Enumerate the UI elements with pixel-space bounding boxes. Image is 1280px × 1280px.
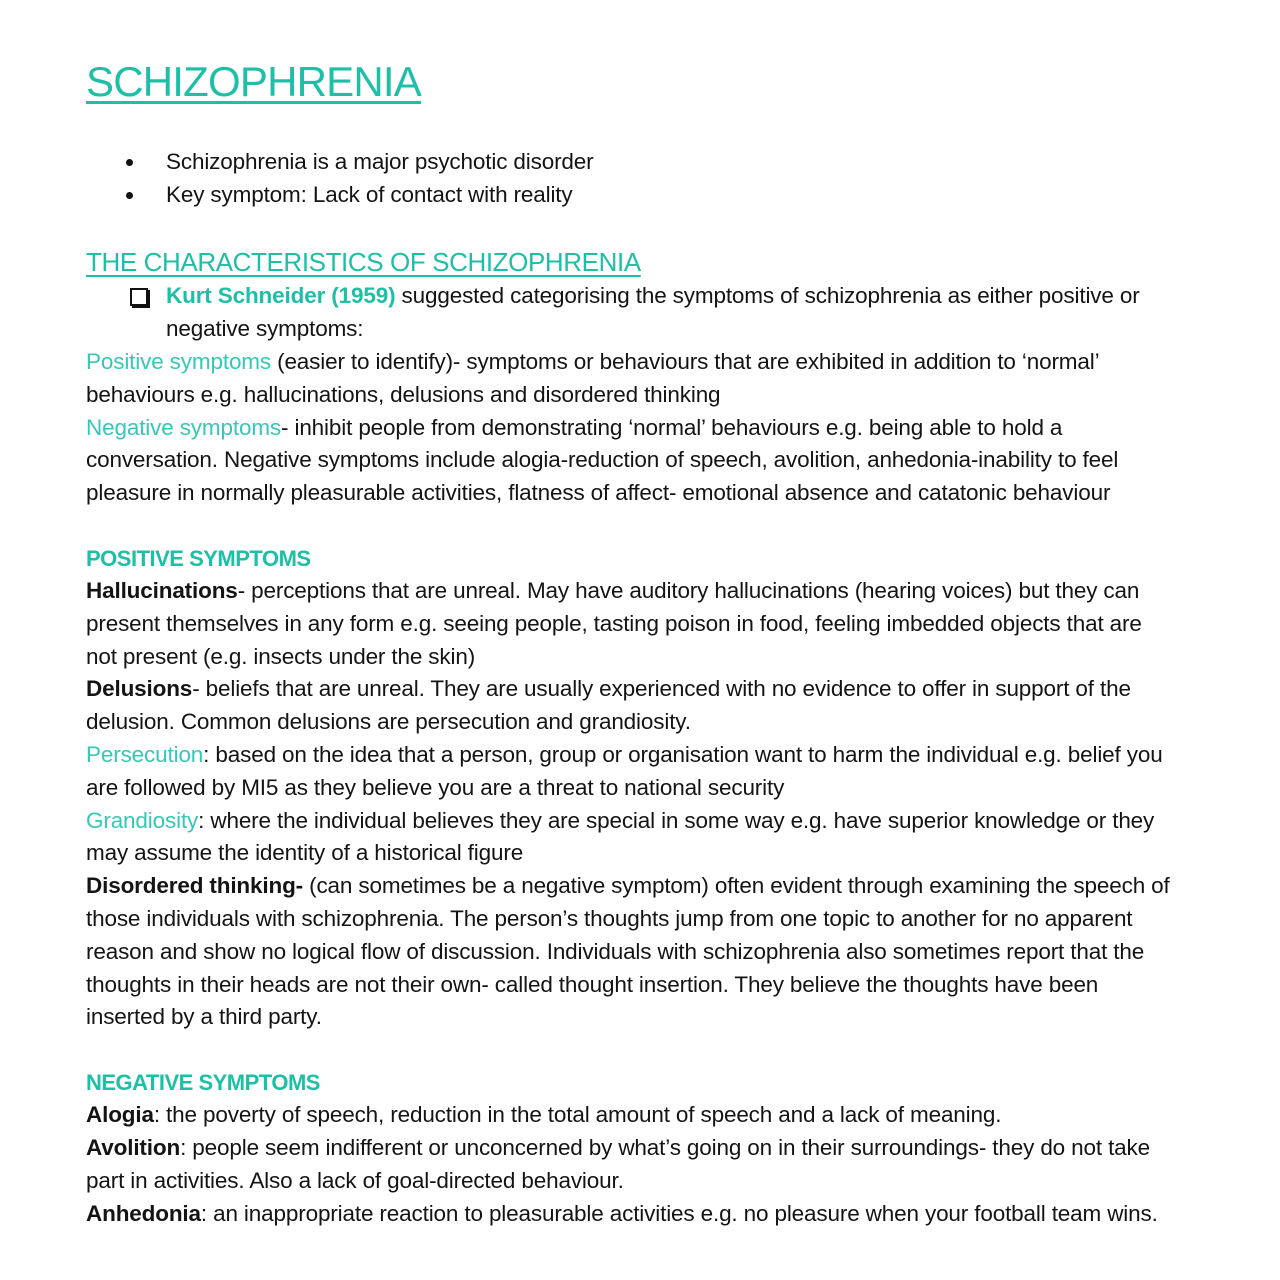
document-page xyxy=(86,56,1176,1230)
term-hallucinations: Hallucinations xyxy=(86,577,238,603)
grandiosity-paragraph: Grandiosity: where the individual believes they are special in some way e.g. have superior knowledge or they may assume the identity of a historical figure xyxy=(86,807,1155,866)
checkbox-list-item: Kurt Schneider (1959) suggested categorising the symptoms of schizophrenia as either positive or negative symptoms: xyxy=(86,280,1176,346)
negative-symptoms-definition: Negative symptoms- inhibit people from demonstrating ‘normal’ behaviours e.g. being able to hold a conversation. Negative symptoms include alogia-reduction of speech, avolition, anhedonia-inability to feel pleasure in normally pleasurable activities, flatness of affect- emotional absence and catatonic behaviour xyxy=(86,414,1119,506)
document-title: SCHIZOPHRENIA xyxy=(86,58,421,105)
hallucinations-paragraph: Hallucinations- perceptions that are unreal. May have auditory hallucinations (hearing voices) but they can present themselves in any form e.g. seeing people, tasting poison in food, feeling imbedded objects that are not present (e.g. insects under the skin) xyxy=(86,577,1142,669)
positive-symptoms-heading: POSITIVE SYMPTOMS xyxy=(86,545,311,571)
intro-bullet-item: Key symptom: Lack of contact with reality xyxy=(166,179,1176,212)
anhedonia-paragraph: Anhedonia: an inappropriate reaction to pleasurable activities e.g. no pleasure when your football team wins. xyxy=(86,1200,1158,1226)
term-grandiosity: Grandiosity xyxy=(86,807,199,833)
alogia-paragraph: Alogia: the poverty of speech, reduction in the total amount of speech and a lack of meaning. xyxy=(86,1102,1002,1128)
spacer xyxy=(86,1034,1176,1067)
term-anhedonia: Anhedonia xyxy=(86,1200,201,1226)
intro-bullet-item: Schizophrenia is a major psychotic disorder xyxy=(166,146,1176,179)
term-alogia: Alogia xyxy=(86,1102,154,1128)
avolition-paragraph: Avolition: people seem indifferent or unconcerned by what’s going on in their surroundings- they do not take part in activities. Also a lack of goal-directed behaviour. xyxy=(86,1134,1151,1193)
bullet-dot-icon xyxy=(126,159,133,166)
spacer xyxy=(86,510,1176,543)
negative-symptoms-heading: NEGATIVE SYMPTOMS xyxy=(86,1070,320,1096)
persecution-paragraph: Persecution: based on the idea that a person, group or organisation want to harm the individual e.g. belief you are followed by MI5 as they believe you are a threat to national security xyxy=(86,741,1163,800)
term-delusions: Delusions xyxy=(86,676,193,702)
term-avolition: Avolition xyxy=(86,1134,181,1160)
bullet-dot-icon xyxy=(126,192,133,199)
delusions-paragraph: Delusions- beliefs that are unreal. They are usually experienced with no evidence to offer in support of the delusion. Common delusions are persecution and grandiosity. xyxy=(86,676,1131,735)
term-persecution: Persecution xyxy=(86,741,204,767)
characteristics-heading: THE CHARACTERISTICS OF SCHIZOPHRENIA xyxy=(86,246,641,277)
intro-bullet-list xyxy=(86,146,1176,212)
disordered-thinking-paragraph: Disordered thinking- (can sometimes be a negative symptom) often evident through examining the speech of those individuals with schizophrenia. The person’s thoughts jump from one topic to another for no apparent reason and show no logical flow of discussion. Individuals with schizophrenia also sometimes report that the thoughts in their heads are not their own- called thought insertion. They believe the thoughts have been inserted by a third party. xyxy=(86,873,1170,1030)
term-negative-symptoms: Negative symptoms xyxy=(86,414,282,440)
schneider-reference: Kurt Schneider (1959) xyxy=(166,283,396,309)
checkbox-bullet-icon xyxy=(130,288,148,306)
term-positive-symptoms: Positive symptoms xyxy=(86,348,271,374)
positive-symptoms-definition: Positive symptoms (easier to identify)- symptoms or behaviours that are exhibited in addition to ‘normal’ behaviours e.g. hallucinations, delusions and disordered thinking xyxy=(86,348,1099,407)
term-disordered-thinking: Disordered thinking- xyxy=(86,873,304,899)
